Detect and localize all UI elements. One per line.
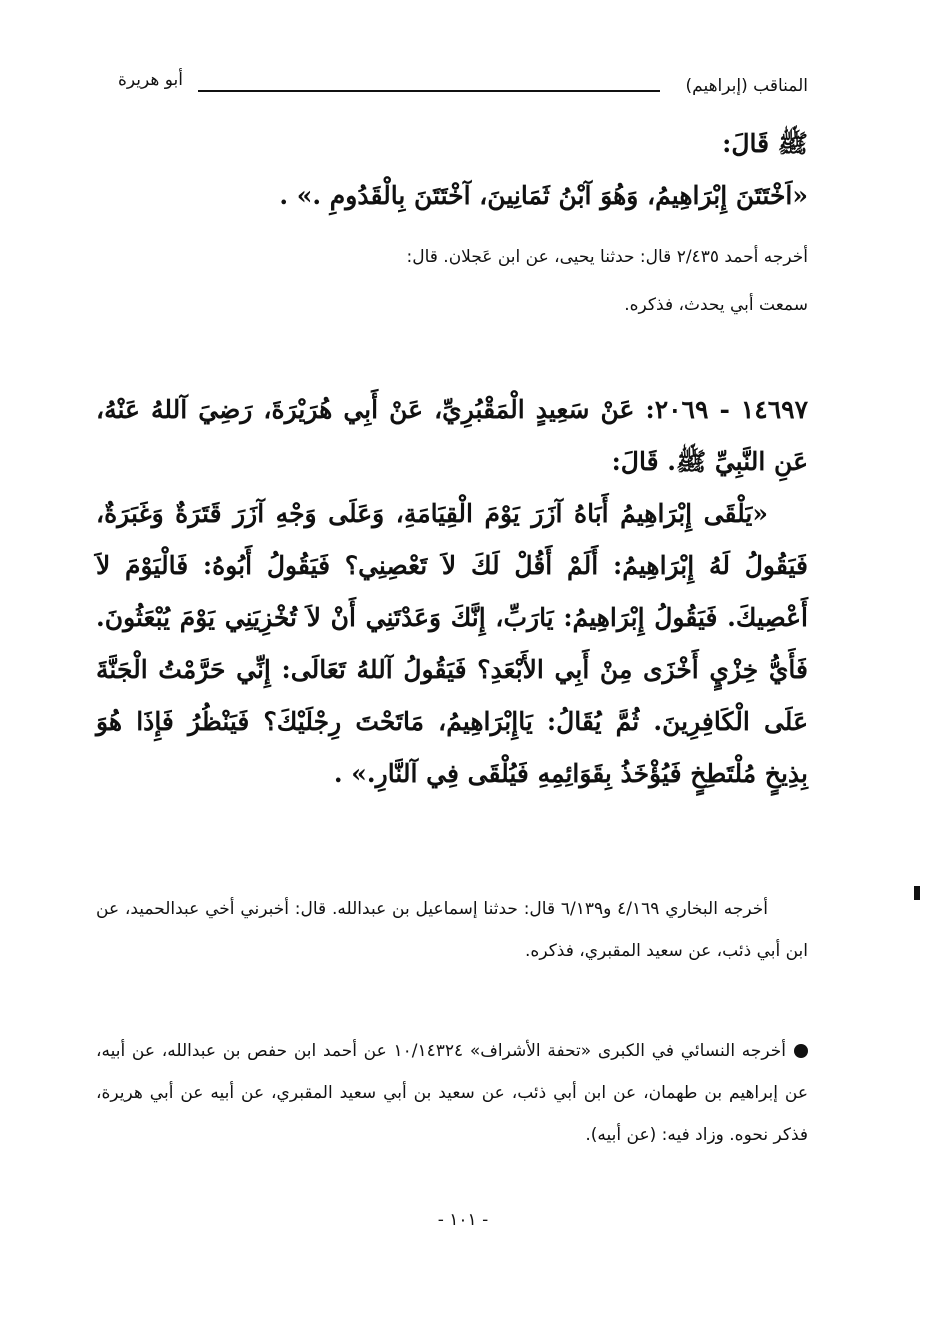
takhrij-ahmad-line-1: أخرجه أحمد ٢/٤٣٥ قال: حدثنا يحيى، عن ابن عَجلان. قال: xyxy=(406,247,808,267)
hadith-quote: «اَخْتَتَنَ إِبْرَاهِيمُ، وَهُوَ آبْنُ ثَمَانِينَ، آخْتَتَنَ بِالْقَدُومِ .» . xyxy=(279,181,808,210)
hadith-continuation: ﷺ قَالَ: xyxy=(722,129,808,158)
takhrij-ahmad-line-2: سمعت أبي يحدث، فذكره. xyxy=(624,295,808,315)
hadith-matn: «يَلْقَى إِبْرَاهِيمُ أَبَاهُ آزَرَ يَوْمَ الْقِيَامَةِ، وَعَلَى وَجْهِ آزَرَ قَتَرَةٌ وَغَبَرَةٌ، فَيَقُولُ لَهُ إِبْرَاهِيمُ: أَلَمْ أَقُلْ لَكَ لاَ تَعْصِنِي؟ فَيَقُولُ أَبُوهُ: فَالْيَوْمَ لاَ أَعْصِيكَ. فَيَقُولُ إِبْرَاهِيمُ: يَارَبِّ، إِنَّكَ وَعَدْتَنِي أَنْ لاَ تُخْزِيَنِي يَوْمَ يُبْعَثُونَ. فَأَيُّ خِزْيٍ أَخْزَى مِنْ أَبِي الأَبْعَدِ؟ فَيَقُولُ آللهُ تَعَالَى: إِنِّي حَرَّمْتُ الْجَنَّةَ عَلَى الْكَافِرِينَ. ثُمَّ يُقَالُ: يَاإِبْرَاهِيمُ، مَاتَحْتَ رِجْلَيْكَ؟ فَيَنْظُرُ فَإِذَا هُوَ بِذِيخٍ مُلْتَطِخٍ فَيُؤْخَذُ بِقَوَائِمِهِ فَيُلْقَى فِي آلنَّارِ.» . xyxy=(96,499,808,788)
takhrij-nasai-text: أخرجه النسائي في الكبرى «تحفة الأشراف» ١٠/١٤٣٢٤ عن أحمد ابن حفص بن عبدالله، عن أبيه، عن إبراهيم بن طهمان، عن ابن أبي ذئب، عن سعيد بن أبي سعيد المقبري، عن أبيه عن أبي هريرة، فذكر نحوه. وزاد فيه: (عن أبيه). xyxy=(96,1041,808,1145)
running-header xyxy=(118,68,808,104)
page-number: - ١٠١ - xyxy=(437,1210,489,1230)
header-narrator-title: أبو هريرة xyxy=(118,70,184,90)
header-rule xyxy=(198,90,660,92)
takhrij-nasai xyxy=(96,1030,808,1156)
margin-mark xyxy=(914,886,920,900)
header-chapter-title: المناقب (إبراهيم) xyxy=(685,76,808,96)
hadith-isnad: ١٤٦٩٧ - ٢٠٦٩: عَنْ سَعِيدٍ الْمَقْبُرِيِّ، عَنْ أَبِي هُرَيْرَةَ، رَضِيَ آللهُ عَنْهُ، عَنِ النَّبِيِّ ﷺ. قَالَ: xyxy=(96,395,808,476)
takhrij-bukhari: أخرجه البخاري ٤/١٦٩ و٦/١٣٩ قال: حدثنا إسماعيل بن عبدالله. قال: أخبرني أخي عبدالحميد، عن ابن أبي ذئب، عن سعيد المقبري، فذكره. xyxy=(96,899,808,961)
bullet-dot-icon xyxy=(794,1044,808,1058)
